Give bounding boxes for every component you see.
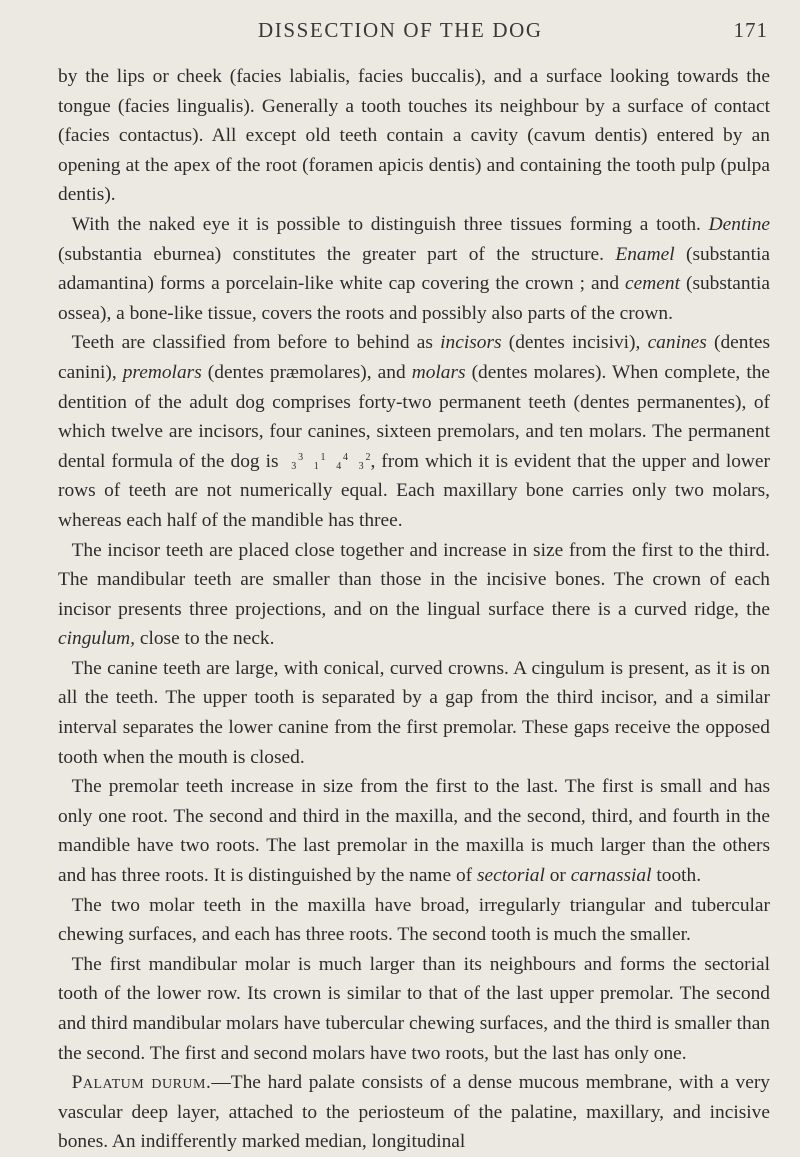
text-segment: cement xyxy=(625,273,680,295)
text-segment: or xyxy=(544,865,571,887)
text-segment: carnassial xyxy=(570,865,652,887)
paragraph xyxy=(58,1068,770,1157)
paragraph xyxy=(58,210,770,328)
paragraph xyxy=(58,772,770,890)
text-segment: Teeth are classified from before to behind as xyxy=(71,332,441,354)
text-segment: The premolar teeth increase in size from the first to the last. The first is small and has only one root. The second and third in the maxilla, and the second, third, and fourth in the mandible have two roots. The last premolar in the maxilla is much larger than the others and has three roots. It is distinguished by the name of xyxy=(58,776,770,887)
page-number: 171 xyxy=(733,18,768,42)
text-segment: The two molar teeth in the maxilla have broad, irregularly triangular and tubercular chewing surfaces, and each has three roots. The second tooth is much the smaller. xyxy=(58,894,770,946)
text-segment: incisors xyxy=(440,332,502,354)
text-segment: (dentes incisivi), xyxy=(501,332,648,354)
text-segment: , from which it is evident that the upper and lower rows of teeth are not numerically equal. Each maxillary bone carries only two molars, whereas each half of the mandible has three. xyxy=(58,450,770,531)
paragraph xyxy=(58,950,770,1068)
text-segment: by the lips or cheek (facies labialis, facies buccalis), and a surface looking towards the tongue (facies lingualis). Generally a tooth touches its neighbour by a surface of contact (facies contactus). All except old teeth contain a cavity (cavum dentis) entered by an opening at the apex of the root (foramen apicis dentis) and containing the tooth pulp (pulpa dentis). xyxy=(58,66,770,206)
paragraph xyxy=(58,654,770,772)
text-segment: (dentes canini), xyxy=(58,332,771,383)
text-segment: Enamel xyxy=(615,243,675,265)
page-header xyxy=(0,14,800,48)
text-segment: sectorial xyxy=(476,865,545,887)
text-segment: 3 3 1 1 4 4 2 3 xyxy=(291,452,371,473)
text-segment: —The hard palate consists of a dense mucous membrane, with a very vascular deep layer, attached to the periosteum of the palatine, maxillary, and incisive bones. An indifferently marked median, longitudinal xyxy=(58,1072,770,1153)
text-segment: Dentine xyxy=(708,213,770,235)
text-segment: molars xyxy=(411,361,466,383)
text-segment: (dentes molares). When complete, the dentition of the adult dog comprises forty-two permanent teeth (dentes permanentes), of which twelve are incisors, four canines, sixteen premolars, and ten molars. The permanent dental formula of the dog is xyxy=(58,361,771,472)
text-segment: (substantia eburnea) constitutes the greater part of the structure. xyxy=(58,243,616,265)
text-segment: tooth. xyxy=(651,865,702,887)
text-segment: (substantia ossea), a bone-like tissue, covers the roots and possibly also parts of the crown. xyxy=(58,273,770,324)
text-segment: canines xyxy=(647,332,707,354)
paragraph xyxy=(58,536,770,654)
text-segment: premolars xyxy=(122,361,202,383)
body-text xyxy=(58,62,770,1157)
text-segment: The canine teeth are large, with conical, curved crowns. A cingulum is present, as it is on all the teeth. The upper tooth is separated by a gap from the third incisor, and a similar interval separates the lower canine from the first premolar. These gaps receive the opposed tooth when the mouth is closed. xyxy=(58,657,770,768)
text-segment: The incisor teeth are placed close together and increase in size from the first to the third. The mandibular teeth are smaller than those in the incisive bones. The crown of each incisor presents three projections, and on the lingual surface there is a curved ridge, the xyxy=(58,539,770,620)
text-segment: Palatum durum. xyxy=(71,1072,212,1094)
text-segment: cingulum, xyxy=(58,628,136,650)
text-segment: The first mandibular molar is much larger than its neighbours and forms the sectorial tooth of the lower row. Its crown is similar to that of the last upper premolar. The second and third mandibular molars have tubercular chewing surfaces, and the third is smaller than the second. The first and second molars have two roots, but the last has only one. xyxy=(58,953,770,1064)
running-head: DISSECTION OF THE DOG xyxy=(258,18,543,42)
paragraph xyxy=(58,891,770,950)
paragraph xyxy=(58,62,770,210)
paragraph xyxy=(58,328,770,535)
text-segment: With the naked eye it is possible to distinguish three tissues forming a tooth. xyxy=(71,213,709,235)
text-segment: (dentes præmolares), and xyxy=(201,361,412,383)
text-segment: (substantia adamantina) forms a porcelain-like white cap covering the crown ; and xyxy=(58,243,770,295)
text-segment: close to the neck. xyxy=(135,628,275,650)
